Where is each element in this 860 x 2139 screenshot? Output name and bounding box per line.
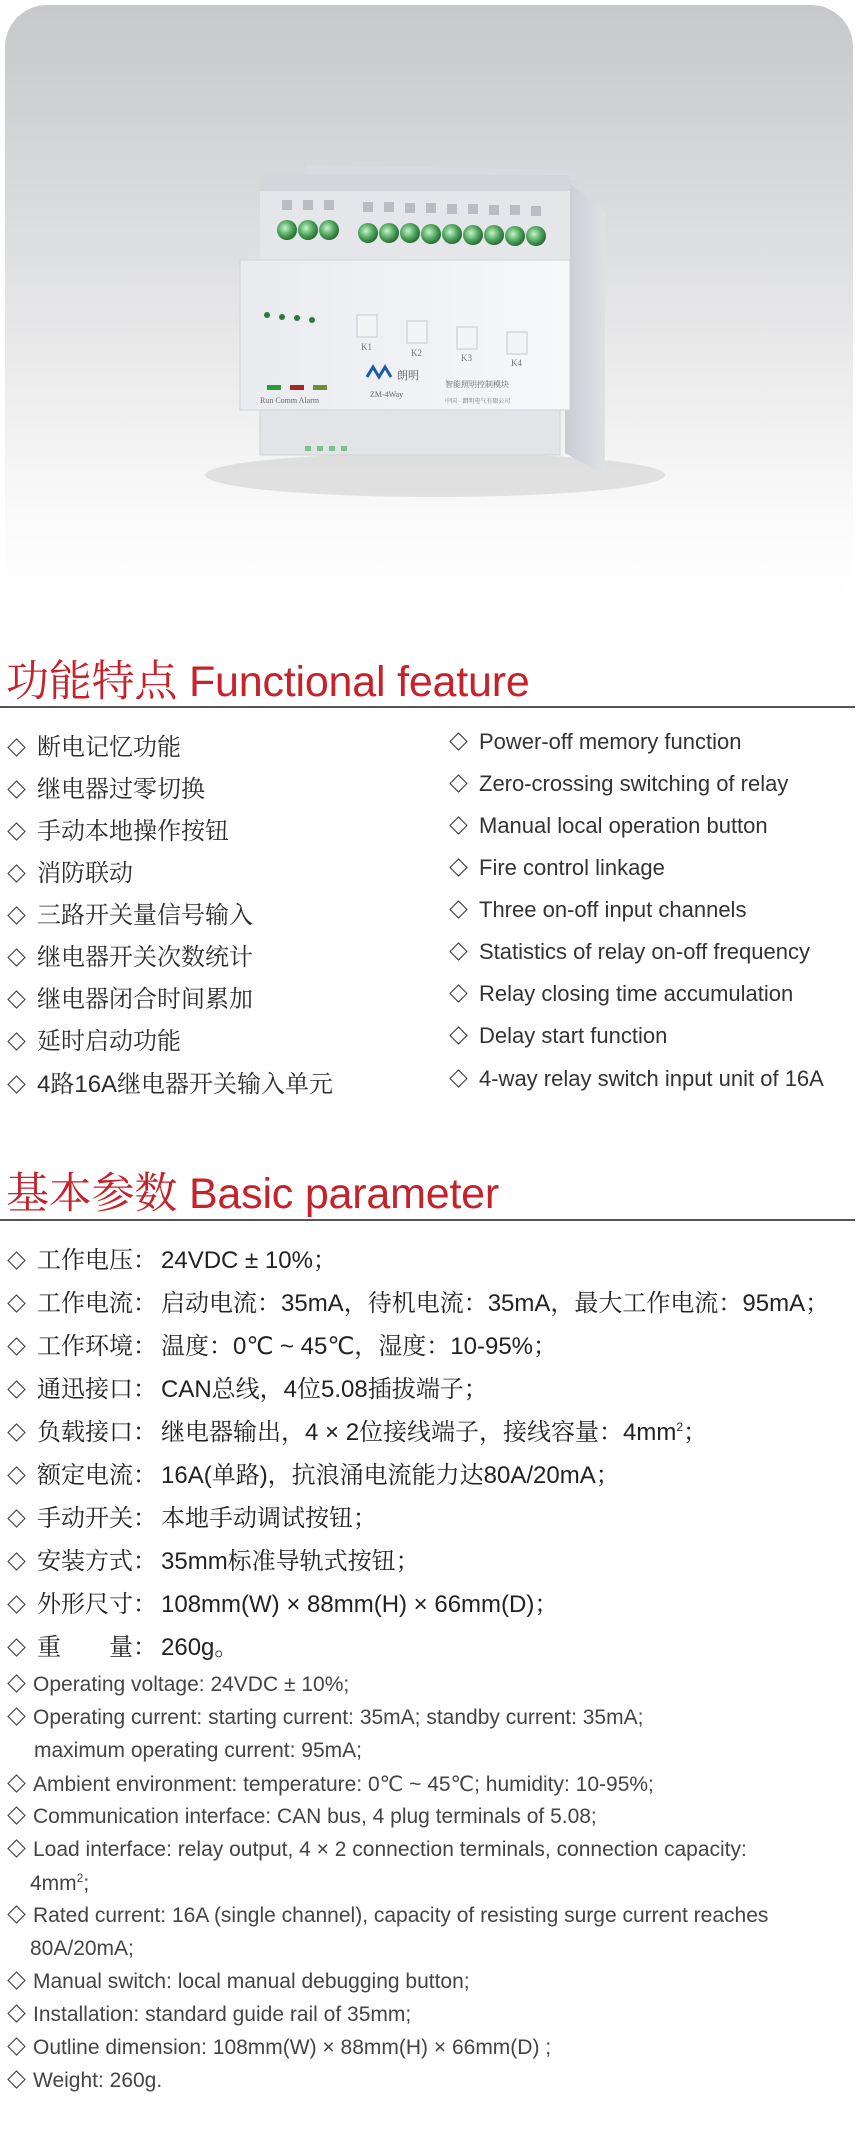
key-k2-label: K2 bbox=[411, 348, 422, 358]
list-item: Power-off memory function bbox=[448, 729, 741, 755]
diamond-bullet-icon bbox=[7, 1423, 25, 1441]
list-item: Statistics of relay on-off frequency bbox=[448, 939, 810, 965]
list-item: Fire control linkage bbox=[448, 855, 665, 881]
param-install: 安装方式： 35mm标准导轨式按钮； bbox=[6, 1541, 420, 1576]
list-item: 三路开关量信号输入 bbox=[6, 895, 253, 930]
indicator-labels: Run Comm Alarm bbox=[260, 396, 320, 405]
list-item: Ambient environment: temperature: 0℃ ~ 45℃; humidity: 10-95%; bbox=[6, 1772, 654, 1797]
param-voltage: 工作电压： 24VDC ± 10%； bbox=[6, 1240, 337, 1275]
list-item: Delay start function bbox=[448, 1023, 667, 1049]
key-k4-label: K4 bbox=[511, 358, 522, 368]
list-item: Outline dimension: 108mm(W) × 88mm(H) × 66mm(D) ; bbox=[6, 2036, 551, 2060]
list-item: Operating current: starting current: 35mA; standby current: 35mA; bbox=[6, 1706, 643, 1730]
diamond-bullet-icon bbox=[7, 1775, 25, 1793]
diamond-bullet-icon bbox=[7, 1595, 25, 1613]
list-item: 4路16A继电器开关输入单元 bbox=[6, 1064, 333, 1099]
maker-label: 中国 · 朗明电气有限公司 bbox=[445, 399, 511, 405]
diamond-bullet-icon bbox=[7, 2005, 25, 2023]
diamond-bullet-icon bbox=[7, 1972, 25, 1990]
diamond-bullet-icon bbox=[7, 1032, 25, 1050]
diamond-bullet-icon bbox=[7, 1807, 25, 1825]
param-interface: 通迅接口： CAN总线，4位5.08插拔端子； bbox=[6, 1369, 488, 1404]
diamond-bullet-icon bbox=[7, 1075, 25, 1093]
diamond-bullet-icon bbox=[7, 1380, 25, 1398]
diamond-bullet-icon bbox=[7, 948, 25, 966]
diamond-bullet-icon bbox=[7, 1552, 25, 1570]
list-item: Weight: 260g. bbox=[6, 2069, 162, 2093]
param-outline: 外形尺寸： 108mm(W) × 88mm(H) × 66mm(D)； bbox=[6, 1584, 558, 1619]
list-item: 继电器开关次数统计 bbox=[6, 937, 253, 972]
diamond-bullet-icon bbox=[7, 1840, 25, 1858]
diamond-bullet-icon bbox=[7, 1509, 25, 1527]
diamond-bullet-icon bbox=[449, 816, 467, 834]
diamond-bullet-icon bbox=[449, 1026, 467, 1044]
model-label: ZM-4Way bbox=[370, 390, 404, 399]
list-item: Rated current: 16A (single channel), capacity of resisting surge current reaches bbox=[6, 1904, 768, 1928]
list-item: Relay closing time accumulation bbox=[448, 981, 793, 1007]
diamond-bullet-icon bbox=[7, 1638, 25, 1656]
list-item: Installation: standard guide rail of 35mm; bbox=[6, 2003, 411, 2027]
key-k3-label: K3 bbox=[461, 353, 472, 363]
list-item: Operating voltage: 24VDC ± 10%; bbox=[6, 1673, 349, 1697]
param-environment: 工作环境： 温度：0℃ ~ 45℃，湿度：10-95%； bbox=[6, 1326, 557, 1361]
diamond-bullet-icon bbox=[449, 732, 467, 750]
param-weight: 重 量： 260g。 bbox=[6, 1627, 238, 1662]
diamond-bullet-icon bbox=[7, 1251, 25, 1269]
list-item: 4-way relay switch input unit of 16A bbox=[448, 1066, 824, 1092]
diamond-bullet-icon bbox=[7, 1675, 25, 1693]
diamond-bullet-icon bbox=[7, 1337, 25, 1355]
list-item: Load interface: relay output, 4 × 2 connection terminals, connection capacity: bbox=[6, 1838, 747, 1862]
module-name-label: 智能照明控制模块 bbox=[445, 380, 509, 389]
product-photo bbox=[5, 5, 853, 605]
list-item: Manual switch: local manual debugging button; bbox=[6, 1970, 470, 1994]
diamond-bullet-icon bbox=[449, 858, 467, 876]
param-rated: 额定电流： 16A(单路)，抗浪涌电流能力达80A/20mA； bbox=[6, 1455, 620, 1490]
list-item: 延时启动功能 bbox=[6, 1021, 181, 1056]
diamond-bullet-icon bbox=[7, 864, 25, 882]
list-item: 继电器过零切换 bbox=[6, 769, 205, 804]
diamond-bullet-icon bbox=[7, 1466, 25, 1484]
brand-name: 朗明 bbox=[397, 370, 419, 382]
diamond-bullet-icon bbox=[7, 2071, 25, 2089]
diamond-bullet-icon bbox=[449, 1069, 467, 1087]
diamond-bullet-icon bbox=[449, 984, 467, 1002]
diamond-bullet-icon bbox=[449, 942, 467, 960]
diamond-bullet-icon bbox=[449, 900, 467, 918]
diamond-bullet-icon bbox=[7, 1906, 25, 1924]
diamond-bullet-icon bbox=[7, 822, 25, 840]
param-load: 负载接口： 继电器输出，4 × 2位接线端子，接线容量：$4mm^2$； bbox=[6, 1412, 707, 1447]
param-current: 工作电流： 启动电流：35mA，待机电流：35mA，最大工作电流：95mA； bbox=[6, 1283, 829, 1318]
list-item-continued: 80A/20mA; bbox=[30, 1937, 134, 1960]
list-item: 手动本地操作按钮 bbox=[6, 811, 229, 846]
list-item-continued: $4mm^2$; bbox=[30, 1871, 90, 1895]
list-item: 消防联动 bbox=[6, 853, 133, 888]
functional-feature-title: 功能特点 Functional feature bbox=[6, 658, 530, 706]
list-item: Three on-off input channels bbox=[448, 897, 746, 923]
list-item: Communication interface: CAN bus, 4 plug terminals of 5.08; bbox=[6, 1805, 597, 1829]
relay-module-illustration bbox=[5, 5, 853, 605]
diamond-bullet-icon bbox=[7, 738, 25, 756]
list-item: 断电记忆功能 bbox=[6, 727, 181, 762]
list-item: Zero-crossing switching of relay bbox=[448, 771, 788, 797]
diamond-bullet-icon bbox=[7, 780, 25, 798]
section-divider bbox=[0, 1219, 855, 1221]
diamond-bullet-icon bbox=[7, 1708, 25, 1726]
diamond-bullet-icon bbox=[7, 906, 25, 924]
list-item: 继电器闭合时间累加 bbox=[6, 979, 253, 1014]
diamond-bullet-icon bbox=[7, 2038, 25, 2056]
list-item: Manual local operation button bbox=[448, 813, 768, 839]
key-k1-label: K1 bbox=[361, 342, 372, 352]
param-manual: 手动开关： 本地手动调试按钮； bbox=[6, 1498, 377, 1533]
basic-parameter-title: 基本参数 Basic parameter bbox=[6, 1170, 500, 1218]
diamond-bullet-icon bbox=[7, 1294, 25, 1312]
diamond-bullet-icon bbox=[449, 774, 467, 792]
section-divider bbox=[0, 706, 855, 708]
list-item-continued: maximum operating current: 95mA; bbox=[34, 1739, 362, 1762]
diamond-bullet-icon bbox=[7, 990, 25, 1008]
